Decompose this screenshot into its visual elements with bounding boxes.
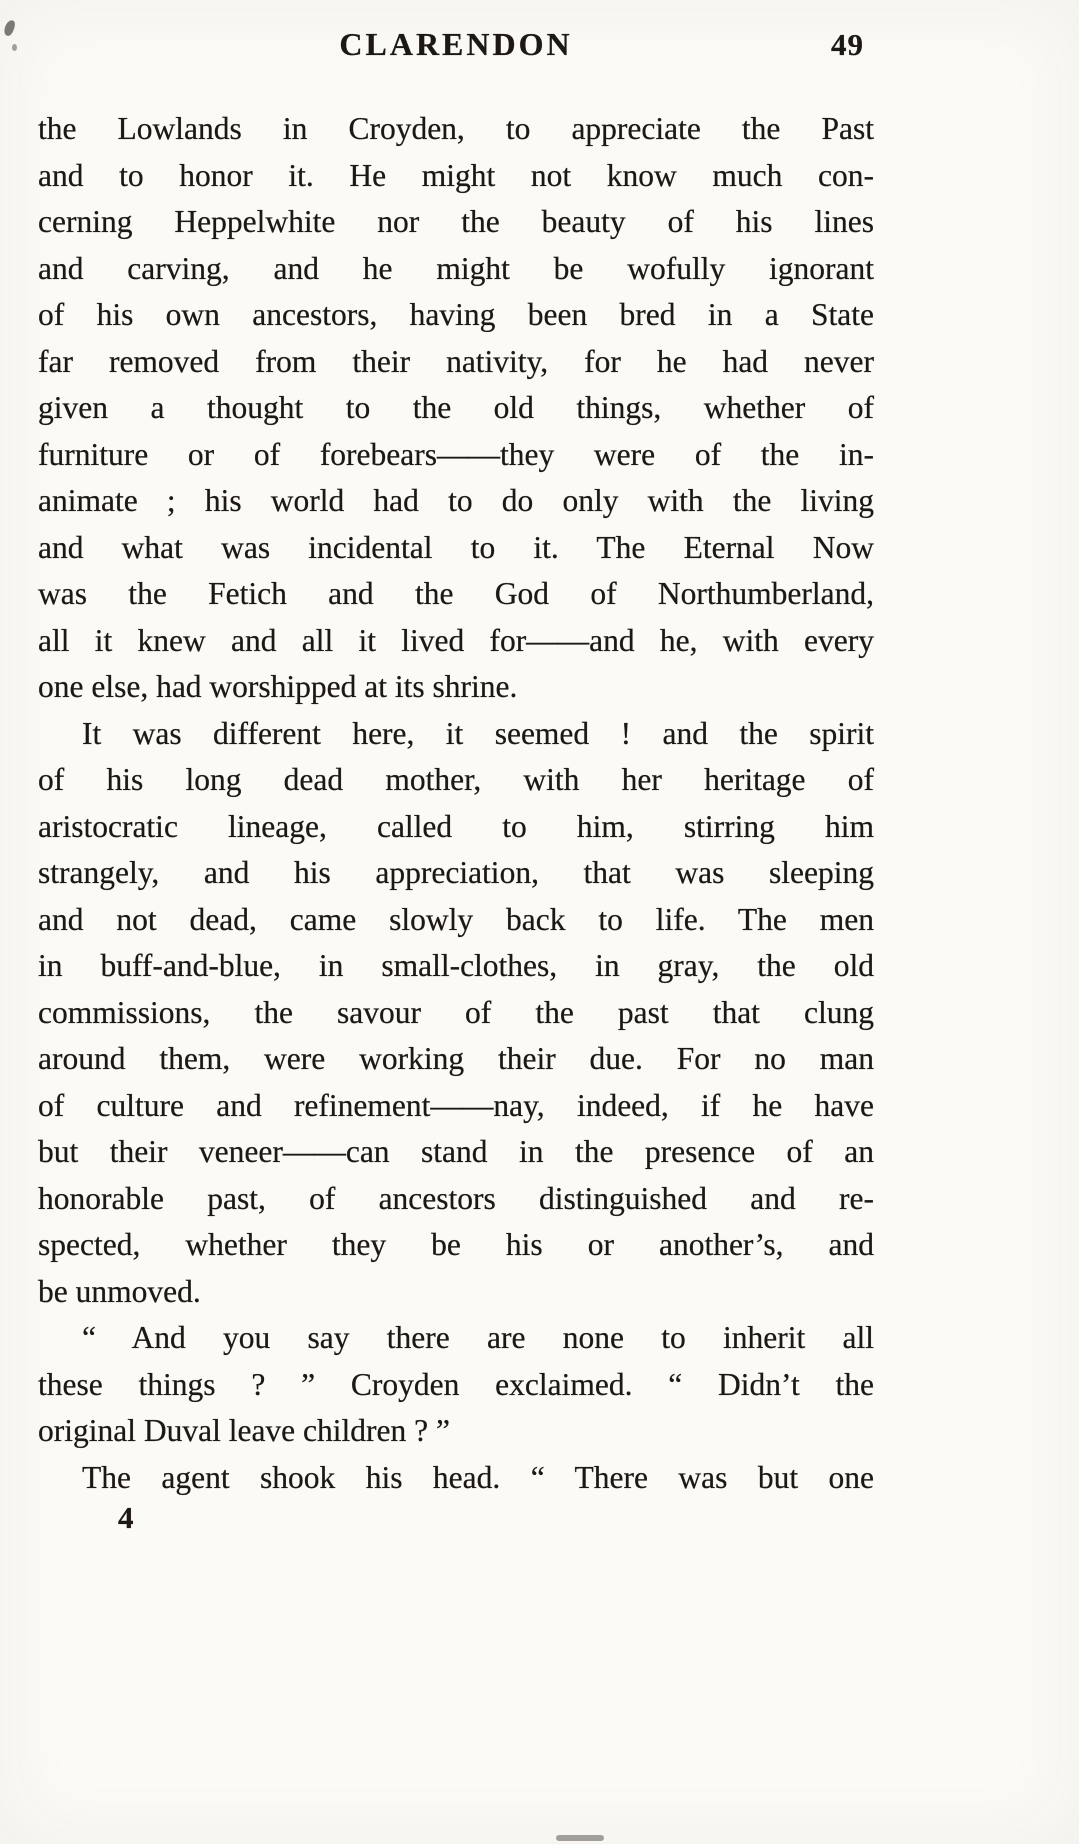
- text-line: all it knew and all it lived for——and he, with every: [38, 622, 874, 658]
- paragraph: [38, 711, 874, 1316]
- text-line: in buff-and-blue, in small-clothes, in gray, the old: [38, 948, 874, 983]
- text-line: aristocratic lineage, called to him, stirring him: [38, 808, 874, 844]
- page-header: [38, 26, 874, 70]
- text-line: was the Fetich and the God of Northumberland,: [38, 576, 874, 611]
- text-line: and carving, and he might be wofully ignorant: [38, 250, 874, 286]
- text-line: of his long dead mother, with her heritage of: [38, 762, 874, 797]
- text-line: strangely, and his appreciation, that was sleeping: [38, 855, 874, 890]
- text-line: the Lowlands in Croyden, to appreciate the Past: [38, 111, 874, 146]
- text-line: The agent shook his head. “ There was but one: [82, 1459, 874, 1495]
- scan-artifact: [12, 44, 17, 51]
- page-number: 49: [831, 27, 864, 62]
- text-line: of culture and refinement——nay, indeed, if he have: [38, 1087, 874, 1123]
- text-line: original Duval leave children ? ”: [38, 1413, 450, 1448]
- text-line: “ And you say there are none to inherit all: [82, 1320, 874, 1355]
- signature-mark: 4: [118, 1500, 134, 1535]
- text-line: and to honor it. He might not know much con-: [38, 157, 874, 193]
- text-block: [38, 106, 874, 1501]
- paragraph: [38, 106, 874, 711]
- paragraph: [38, 1315, 874, 1455]
- text-line: far removed from their nativity, for he had never: [38, 343, 874, 379]
- text-line: and not dead, came slowly back to life. The men: [38, 901, 874, 937]
- text-line: It was different here, it seemed ! and the spirit: [82, 715, 874, 751]
- text-line: and what was incidental to it. The Eternal Now: [38, 529, 874, 565]
- running-title: CLARENDON: [339, 26, 573, 62]
- text-line: furniture or of forebears——they were of the in-: [38, 436, 874, 472]
- text-line: around them, were working their due. For no man: [38, 1041, 874, 1076]
- text-line: be unmoved.: [38, 1273, 201, 1309]
- text-line: these things ? ” Croyden exclaimed. “ Didn’t the: [38, 1366, 874, 1402]
- text-line: but their veneer——can stand in the presence of an: [38, 1134, 874, 1169]
- text-line: commissions, the savour of the past that clung: [38, 994, 874, 1030]
- text-line: of his own ancestors, having been bred in a State: [38, 297, 874, 332]
- paragraph: [38, 1455, 874, 1502]
- scan-artifact: [556, 1835, 604, 1841]
- text-line: given a thought to the old things, whether of: [38, 390, 874, 425]
- text-line: honorable past, of ancestors distinguished and re-: [38, 1180, 874, 1216]
- text-line: spected, whether they be his or another’s, and: [38, 1227, 874, 1262]
- scan-artifact: [3, 19, 17, 37]
- text-line: one else, had worshipped at its shrine.: [38, 669, 518, 704]
- text-line: animate ; his world had to do only with the living: [38, 483, 874, 518]
- text-line: cerning Heppelwhite nor the beauty of his lines: [38, 204, 874, 239]
